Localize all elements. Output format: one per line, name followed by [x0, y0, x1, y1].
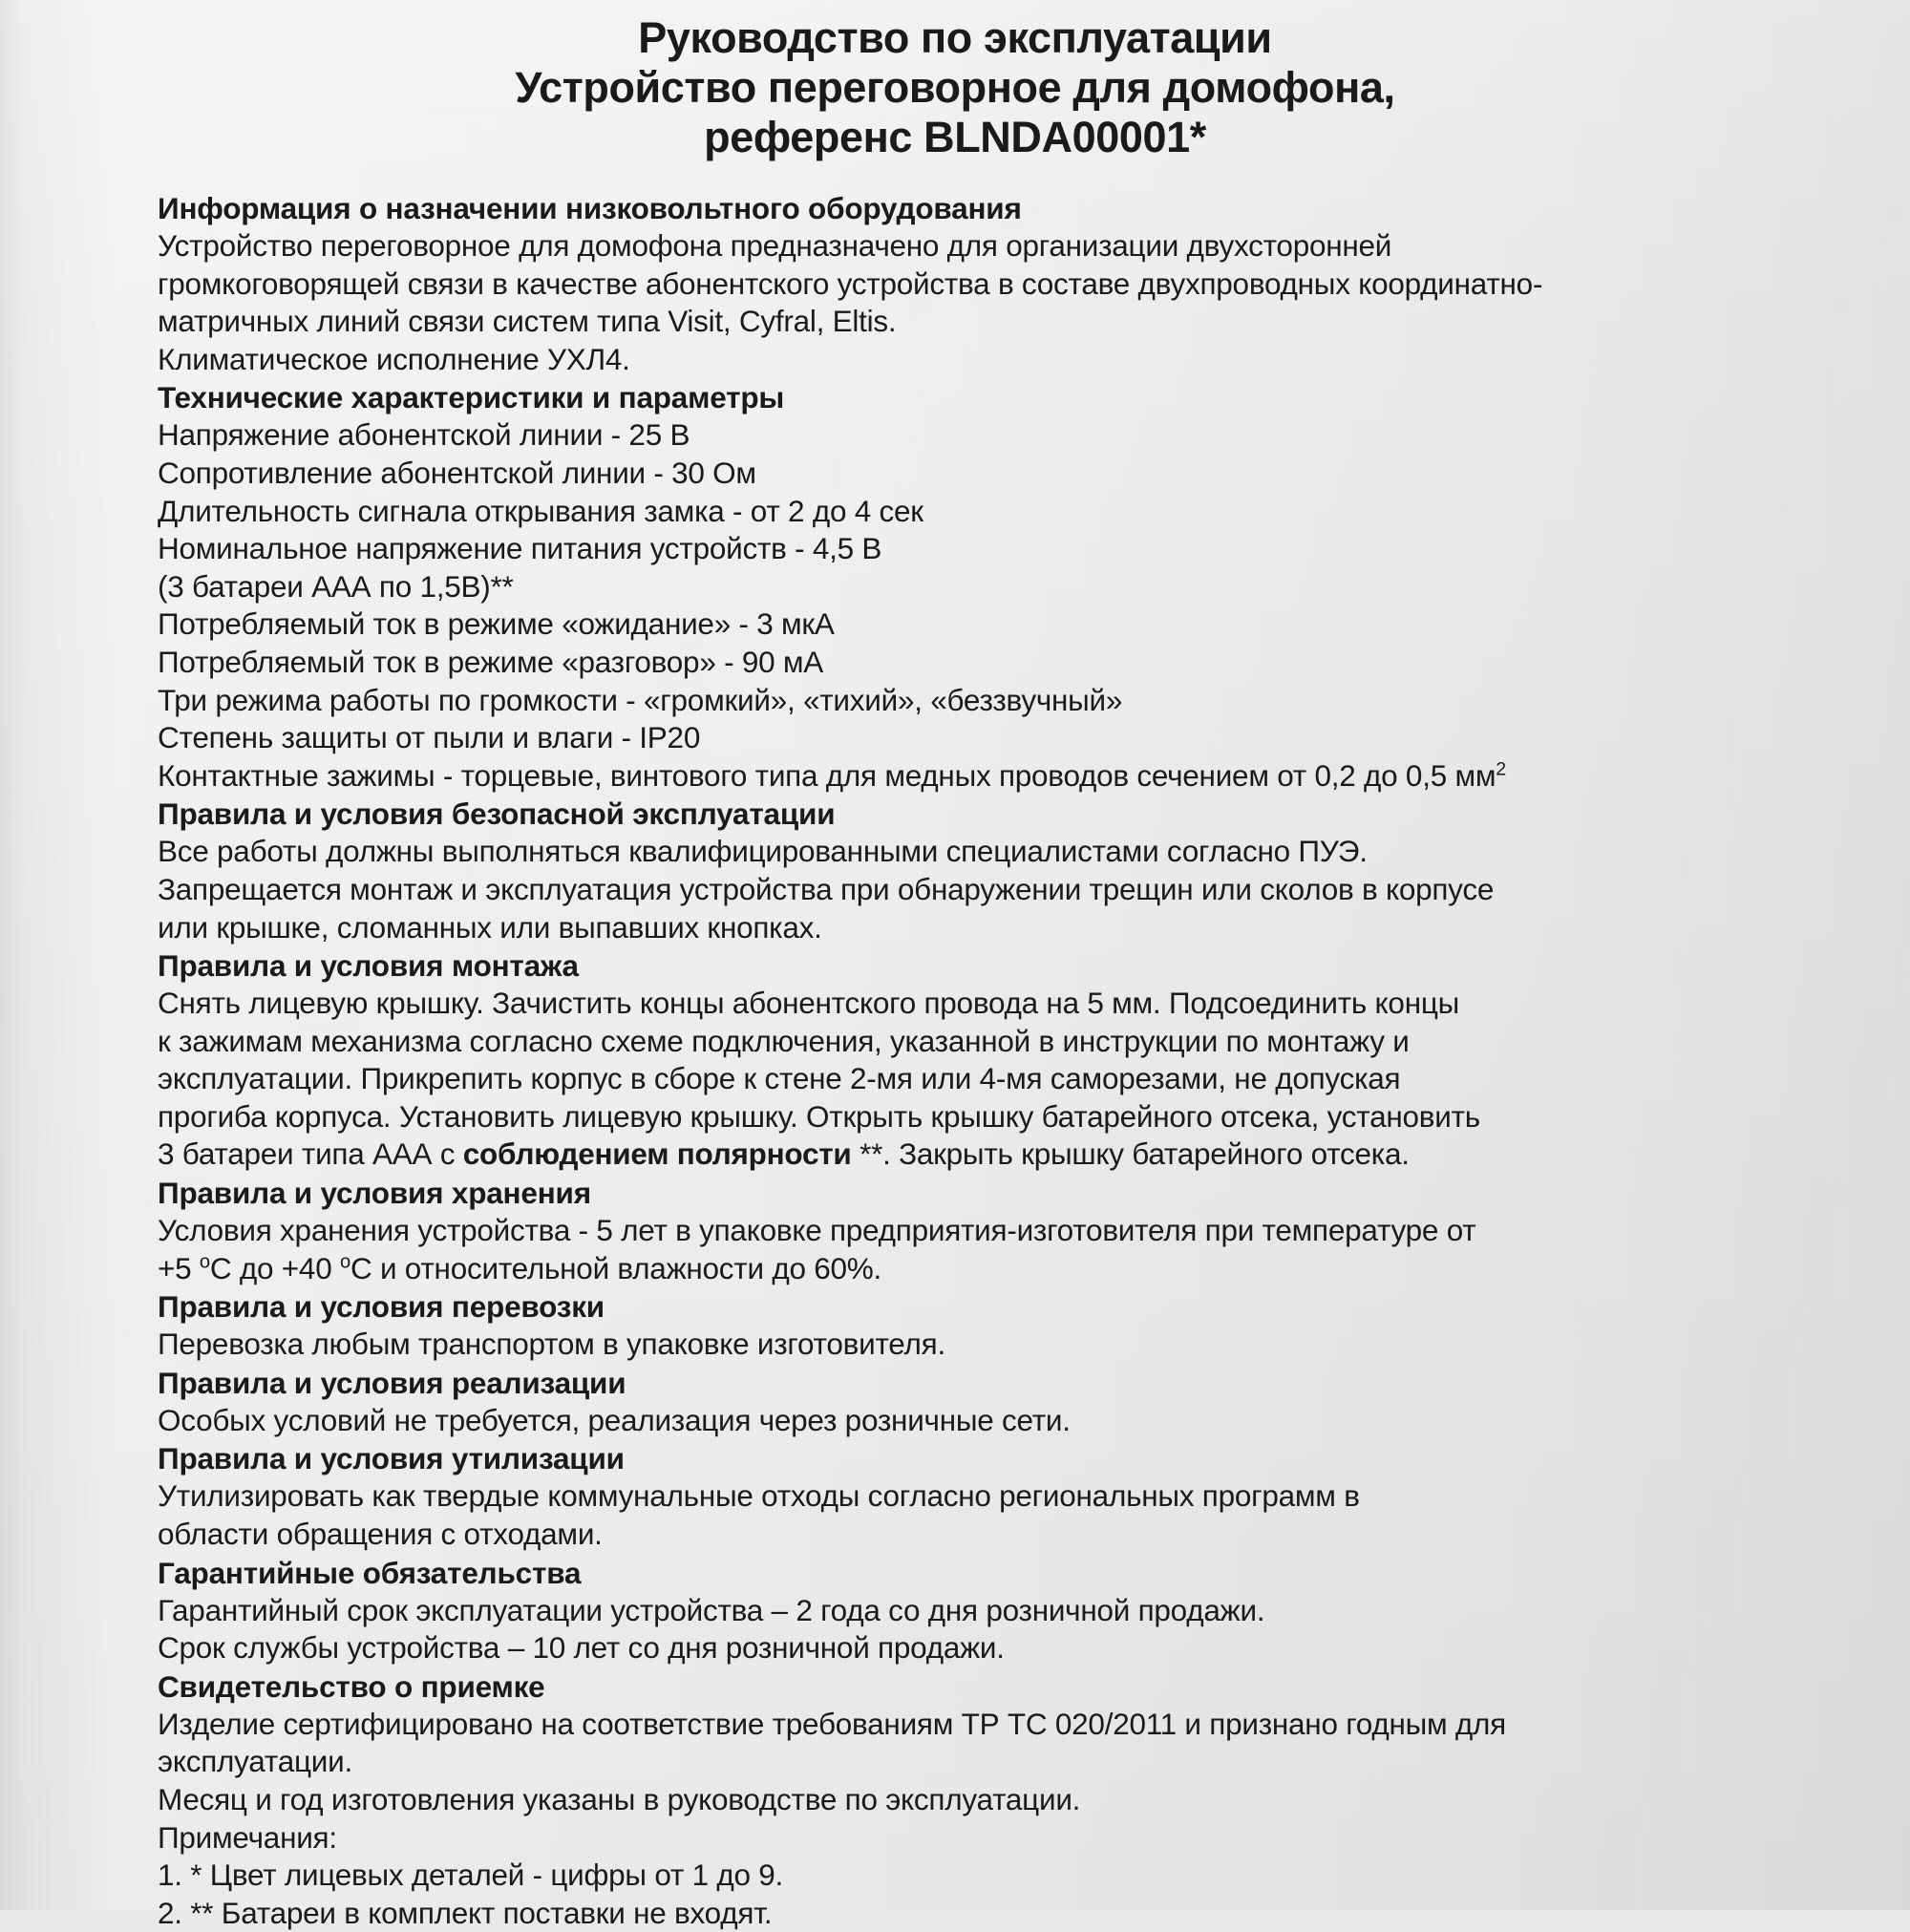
transport-line-1: Перевозка любым транспортом в упаковке изготовителя.: [158, 1327, 945, 1362]
spec-line-ip-rating: Степень защиты от пыли и влаги - IP20: [158, 720, 701, 755]
warranty-line-2: Срок службы устройства – 10 лет со дня розничной продажи.: [158, 1630, 1005, 1666]
title-line-2: Устройство переговорное для домофона,: [515, 63, 1395, 112]
spec-line-resistance: Сопротивление абонентской линии - 30 Ом: [158, 455, 756, 490]
safety-line-2: Запрещается монтаж и эксплуатация устройства при обнаружении трещин или сколов в корпусе: [158, 871, 1495, 906]
storage-line-1: Условия хранения устройства - 5 лет в упаковке предприятия-изготовителя при температуре от: [158, 1213, 1476, 1248]
installation-line-battery-polarity: [158, 1136, 1781, 1174]
purpose-line-2: громкоговорящей связи в качестве абонентского устройства в составе двухпроводных координатно-: [158, 265, 1543, 301]
section-heading-disposal: Правила и условия утилизации: [158, 1441, 625, 1476]
temp-part-2: С до +40: [209, 1250, 340, 1285]
safety-line-3: или крышке, сломанных или выпавших кнопках.: [158, 909, 822, 945]
safety-line-1: Все работы должны выполняться квалифицированными специалистами согласно ПУЭ.: [158, 834, 1368, 869]
installation-line-2: к зажимам механизма согласно схеме подключения, указанной в инструкции по монтажу и: [158, 1023, 1410, 1058]
section-heading-specifications: Технические характеристики и параметры: [158, 380, 785, 415]
spec-line-lock-signal: Длительность сигнала открывания замка - от 2 до 4 сек: [158, 493, 923, 528]
spec-line-volume-modes: Три режима работы по громкости - «громкий», «тихий», «беззвучный»: [158, 682, 1123, 717]
disposal-line-2: области обращения с отходами.: [158, 1517, 603, 1552]
section-heading-installation: Правила и условия монтажа: [158, 948, 579, 984]
acceptance-line-3: Месяц и год изготовления указаны в руководстве по эксплуатации.: [158, 1782, 1081, 1816]
installation-line-3: эксплуатации. Прикрепить корпус в сборе к стене 2-мя или 4-мя саморезами, не допуская: [158, 1061, 1401, 1096]
acceptance-line-2: эксплуатации.: [158, 1744, 352, 1779]
purpose-line-3: матричных линий связи систем типа Visit, Cyfral, Eltis.: [158, 304, 897, 339]
document-body: [158, 189, 1781, 1932]
clamps-superscript: 2: [1496, 758, 1506, 780]
notes-item-2: 2. ** Батареи в комплект поставки не входят.: [158, 1895, 773, 1930]
title-line-3: референс BLNDA00001*: [704, 113, 1206, 161]
section-heading-sales: Правила и условия реализации: [158, 1365, 626, 1400]
installation-line-1: Снять лицевую крышку. Зачистить концы абонентского провода на 5 мм. Подсоединить концы: [158, 986, 1460, 1021]
spec-line-voltage: Напряжение абонентской линии - 25 В: [158, 417, 690, 453]
title-line-1: Руководство по эксплуатации: [638, 13, 1272, 62]
purpose-line-4: Климатическое исполнение УХЛ4.: [158, 341, 630, 376]
section-heading-acceptance: Свидетельство о приемке: [158, 1668, 545, 1704]
notes-heading: Примечания:: [158, 1819, 337, 1855]
battery-line-prefix: 3 батареи типа ААА с: [158, 1136, 463, 1172]
degree-symbol-2: o: [339, 1251, 350, 1273]
sales-line-1: Особых условий не требуется, реализация через розничные сети.: [158, 1402, 1071, 1437]
battery-line-suffix: **. Закрыть крышку батарейного отсека.: [851, 1136, 1410, 1172]
installation-line-4: прогиба корпуса. Установить лицевую крышку. Открыть крышку батарейного отсека, установить: [158, 1098, 1480, 1134]
warranty-line-1: Гарантийный срок эксплуатации устройства – 2 года со дня розничной продажи.: [158, 1592, 1265, 1627]
spec-line-supply-voltage: Номинальное напряжение питания устройств - 4,5 В: [158, 531, 882, 566]
spec-line-standby-current: Потребляемый ток в режиме «ожидание» - 3 мкА: [158, 606, 835, 642]
clamps-text: Контактные зажимы - торцевые, винтового типа для медных проводов сечением от 0,2 до 0,5 мм: [158, 757, 1496, 793]
spec-line-batteries: (3 батареи ААА по 1,5В)**: [158, 568, 514, 604]
section-heading-storage: Правила и условия хранения: [158, 1176, 591, 1211]
section-heading-safety: Правила и условия безопасной эксплуатации: [158, 796, 836, 832]
purpose-line-1: Устройство переговорное для домофона предназначено для организации двухсторонней: [158, 228, 1392, 263]
temp-part-1: +5: [158, 1250, 200, 1285]
degree-symbol-1: o: [199, 1251, 210, 1273]
disposal-line-1: Утилизировать как твердые коммунальные отходы согласно региональных программ в: [158, 1478, 1360, 1514]
section-heading-purpose: Информация о назначении низковольтного оборудования: [158, 191, 1022, 225]
storage-line-temperature: [158, 1250, 1781, 1288]
section-heading-warranty: Гарантийные обязательства: [158, 1555, 582, 1590]
battery-line-bold: соблюдением полярности: [462, 1136, 852, 1172]
notes-item-1: 1. * Цвет лицевых деталей - цифры от 1 до 9.: [158, 1858, 784, 1893]
temp-part-3: С и относительной влажности до 60%.: [350, 1250, 882, 1285]
section-heading-transport: Правила и условия перевозки: [158, 1289, 605, 1325]
acceptance-line-1: Изделие сертифицировано на соответствие требованиям ТР ТС 020/2011 и признано годным для: [158, 1706, 1506, 1741]
spec-line-talk-current: Потребляемый ток в режиме «разговор» - 90 мА: [158, 644, 824, 679]
spec-line-contact-clamps: [158, 757, 1781, 796]
document-title: [143, 0, 1767, 162]
